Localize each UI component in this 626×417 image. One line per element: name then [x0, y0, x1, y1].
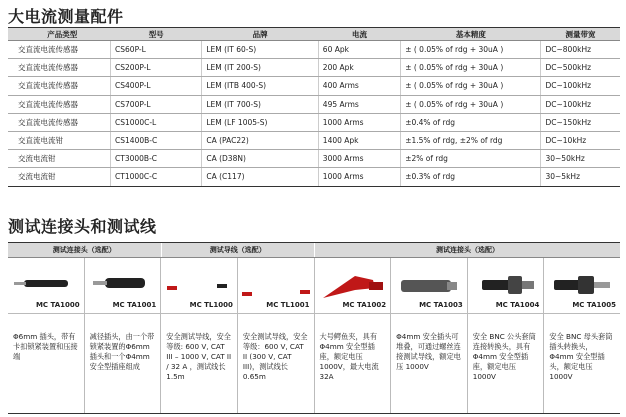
cell-brand: CA (C117) [202, 168, 318, 186]
accessory-image [391, 258, 467, 314]
cell-accuracy: ±2% of rdg [401, 150, 541, 168]
accessory-model: MC TL1000 [189, 301, 233, 309]
section-title-current-accessories: 大电流测量配件 [8, 7, 124, 26]
cell-bandwidth: DC~100kHz [541, 95, 620, 113]
accessory-item [543, 258, 620, 413]
cell-current: 495 Arms [318, 95, 400, 113]
cell-brand: LEM (IT 700-S) [202, 95, 318, 113]
header-current: 电流 [318, 28, 400, 41]
cell-bandwidth: 30~50kHz [541, 150, 620, 168]
header-brand: 品牌 [202, 28, 318, 41]
cell-brand: CA (D38N) [202, 150, 318, 168]
group-header-row [8, 243, 620, 258]
accessory-image [315, 258, 391, 314]
cell-bandwidth: DC~10kHz [541, 131, 620, 149]
accessory-item [314, 258, 391, 413]
cell-bandwidth: 30~5kHz [541, 168, 620, 186]
table-row [8, 168, 620, 186]
table-row [8, 95, 620, 113]
table-row [8, 113, 620, 131]
group-test-connectors-2: 测试连接头（选配） [314, 243, 620, 257]
table-row [8, 41, 620, 59]
group-test-leads: 测试导线（选配） [161, 243, 315, 257]
accessory-model: MC TA1000 [35, 301, 80, 309]
cell-model: CT1000C-C [111, 168, 202, 186]
accessory-image [238, 258, 314, 314]
cell-product-type: 交流电流钳 [8, 168, 111, 186]
accessory-item [390, 258, 467, 413]
cell-brand: LEM (LF 1005-S) [202, 113, 318, 131]
accessories-grid [8, 242, 620, 414]
cell-product-type: 交直流电流钳 [8, 131, 111, 149]
cell-accuracy: ± ( 0.05% of rdg + 30uA ) [401, 59, 541, 77]
accessory-description: 安全测试导线，安全等级: 600 V, CAT III – 1000 V, CAT II / 32 A ，测试线长 1.5m [166, 332, 232, 381]
cell-product-type: 交直流电流传感器 [8, 77, 111, 95]
cell-model: CS400P-L [111, 77, 202, 95]
accessory-description: 大号鳄鱼夹，具有Φ4mm 安全型插座，额定电压 1000V，最大电流 32A [319, 332, 379, 381]
cell-current: 1000 Arms [318, 113, 400, 131]
header-product-type: 产品类型 [8, 28, 111, 41]
cell-current: 400 Arms [318, 77, 400, 95]
cell-product-type: 交直流电流传感器 [8, 41, 111, 59]
current-accessories-table [8, 27, 620, 187]
table-row [8, 77, 620, 95]
accessory-image [85, 258, 161, 314]
accessory-item [84, 258, 161, 413]
accessory-description: 安全 BNC 母头套筒插头转换头，Φ4mm 安全型插头，额定电压 1000V [549, 332, 613, 381]
header-accuracy: 基本精度 [401, 28, 541, 41]
cell-accuracy: ±1.5% of rdg, ±2% of rdg [401, 131, 541, 149]
cell-model: CS60P-L [111, 41, 202, 59]
cell-accuracy: ± ( 0.05% of rdg + 30uA ) [401, 77, 541, 95]
cell-current: 200 Apk [318, 59, 400, 77]
group-test-connectors-1: 测试连接头（选配） [52, 246, 116, 254]
accessory-description: Φ4mm 安全插头可堆叠，可通过螺丝连接测试导线，额定电压 1000V [396, 332, 461, 371]
accessory-model: MC TA1002 [342, 301, 387, 309]
cell-model: CS200P-L [111, 59, 202, 77]
cell-model: CS1400B-C [111, 131, 202, 149]
cell-brand: LEM (IT 60-S) [202, 41, 318, 59]
accessory-item [467, 258, 544, 413]
accessory-image [161, 258, 237, 314]
accessory-model: MC TA1005 [572, 301, 616, 309]
accessory-model: MC TA1001 [112, 301, 157, 309]
cell-brand: CA (PAC22) [202, 131, 318, 149]
table-row [8, 131, 620, 149]
cell-accuracy: ±0.3% of rdg [401, 168, 541, 186]
accessory-model: MC TA1003 [419, 301, 463, 309]
table-row [8, 150, 620, 168]
accessory-image [544, 258, 620, 314]
cell-product-type: 交直流电流传感器 [8, 95, 111, 113]
accessory-item [160, 258, 237, 413]
cell-model: CS1000C-L [111, 113, 202, 131]
cell-product-type: 交流电流钳 [8, 150, 111, 168]
cell-product-type: 交直流电流传感器 [8, 59, 111, 77]
accessory-description: 减径插头，由一个带锁紧装置的Φ6mm 插头和一个Φ4mm 安全型插座组成 [89, 332, 155, 371]
cell-model: CS700P-L [111, 95, 202, 113]
cell-current: 1000 Arms [318, 168, 400, 186]
table-header-row [8, 28, 620, 41]
cell-bandwidth: DC~500kHz [541, 59, 620, 77]
table-row [8, 59, 620, 77]
header-bandwidth: 测量带宽 [541, 28, 620, 41]
cell-accuracy: ±0.4% of rdg [401, 113, 541, 131]
accessory-model: MC TA1004 [495, 301, 540, 309]
accessory-item [237, 258, 314, 413]
accessory-columns [8, 258, 620, 413]
accessory-item [8, 258, 84, 413]
cell-brand: LEM (IT 200-S) [202, 59, 318, 77]
header-model: 型号 [111, 28, 202, 41]
cell-accuracy: ± ( 0.05% of rdg + 30uA ) [401, 95, 541, 113]
cell-bandwidth: DC~100kHz [541, 77, 620, 95]
cell-current: 3000 Arms [318, 150, 400, 168]
cell-product-type: 交直流电流传感器 [8, 113, 111, 131]
section-title-connectors: 测试连接头和测试线 [8, 217, 157, 236]
cell-brand: LEM (ITB 400-S) [202, 77, 318, 95]
cell-model: CT3000B-C [111, 150, 202, 168]
accessory-description: Φ6mm 插头，带有卡扣锁紧装置和压接端 [13, 332, 78, 361]
accessory-model: MC TL1001 [266, 301, 310, 309]
cell-current: 60 Apk [318, 41, 400, 59]
accessory-image [468, 258, 544, 314]
cell-current: 1400 Apk [318, 131, 400, 149]
cell-bandwidth: DC~150kHz [541, 113, 620, 131]
accessory-image [8, 258, 84, 314]
cell-accuracy: ± ( 0.05% of rdg + 30uA ) [401, 41, 541, 59]
cell-bandwidth: DC~800kHz [541, 41, 620, 59]
accessory-description: 安全 BNC 公头套筒连接转换头，具有Φ4mm 安全型插座，额定电压 1000V [472, 332, 536, 381]
accessory-description: 安全测试导线，安全等级：600 V, CAT II (300 V, CAT III)，测试线长 0.65m [242, 332, 308, 381]
